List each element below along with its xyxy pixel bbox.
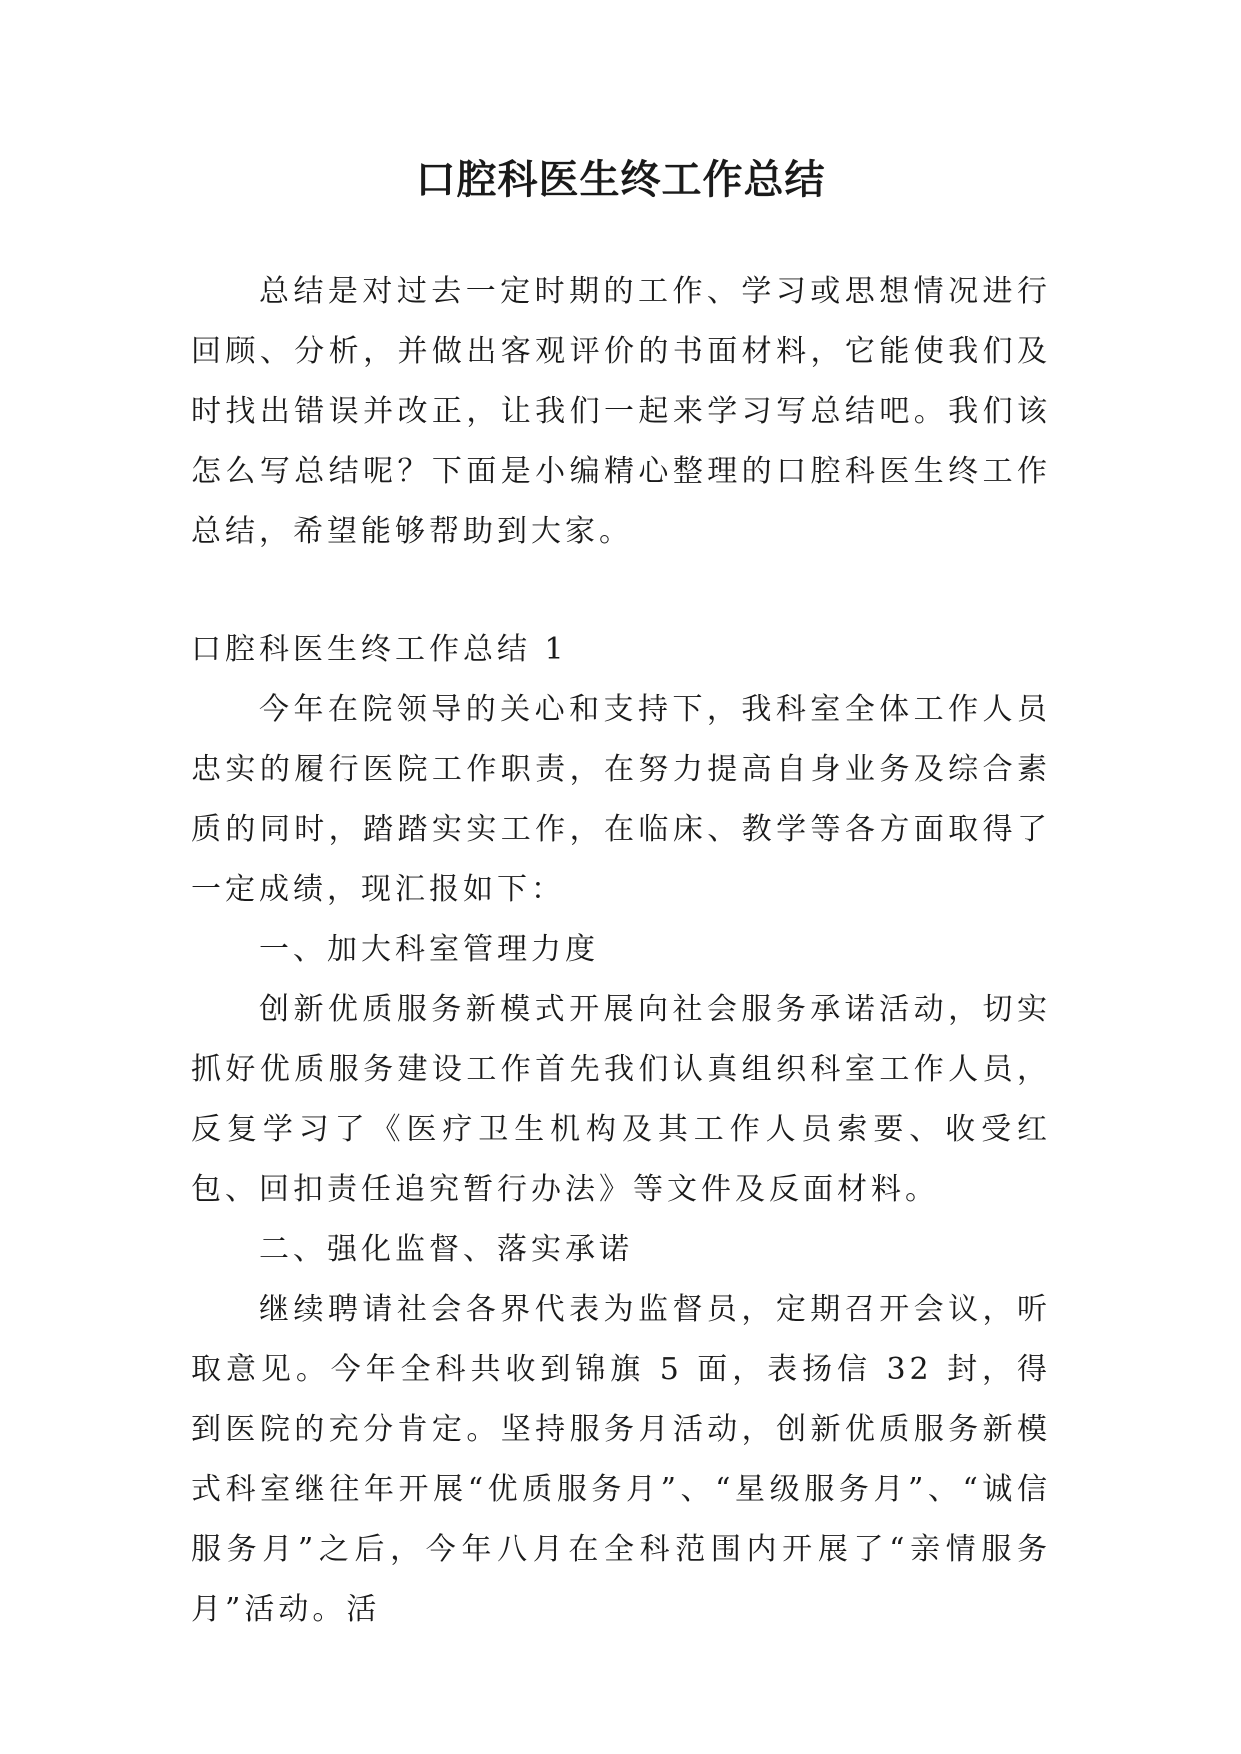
paragraph-3: 继续聘请社会各界代表为监督员，定期召开会议，听取意见。今年全科共收到锦旗 5 面，表扬信 32 封，得到医院的充分肯定。坚持服务月活动，创新优质服务新模式科室继往年开展“优质服务月”、“星级服务月”、“诚信服务月”之后，今年八月在全科范围内开展了“亲情服务月”活动。活 — [191, 1292, 1051, 1627]
intro-paragraph: 总结是对过去一定时期的工作、学习或思想情况进行回顾、分析，并做出客观评价的书面材料，它能使我们及时找出错误并改正，让我们一起来学习写总结吧。我们该怎么写总结呢？下面是小编精心整理的口腔科医生终工作总结，希望能够帮助到大家。 — [191, 274, 1051, 549]
heading-1: 一、加大科室管理力度 — [259, 932, 599, 967]
heading-2: 二、强化监督、落实承诺 — [259, 1232, 633, 1267]
paragraph-1: 今年在院领导的关心和支持下，我科室全体工作人员忠实的履行医院工作职责，在努力提高自身业务及综合素质的同时，踏踏实实工作，在临床、教学等各方面取得了一定成绩，现汇报如下： — [191, 692, 1051, 907]
paragraph-2: 创新优质服务新模式开展向社会服务承诺活动，切实抓好优质服务建设工作首先我们认真组织科室工作人员，反复学习了《医疗卫生机构及其工作人员索要、收受红包、回扣责任追究暂行办法》等文件及反面材料。 — [191, 992, 1051, 1207]
document-title: 口腔科医生终工作总结 — [415, 157, 826, 203]
section-title: 口腔科医生终工作总结 1 — [191, 632, 568, 667]
document-body — [191, 262, 1051, 1640]
